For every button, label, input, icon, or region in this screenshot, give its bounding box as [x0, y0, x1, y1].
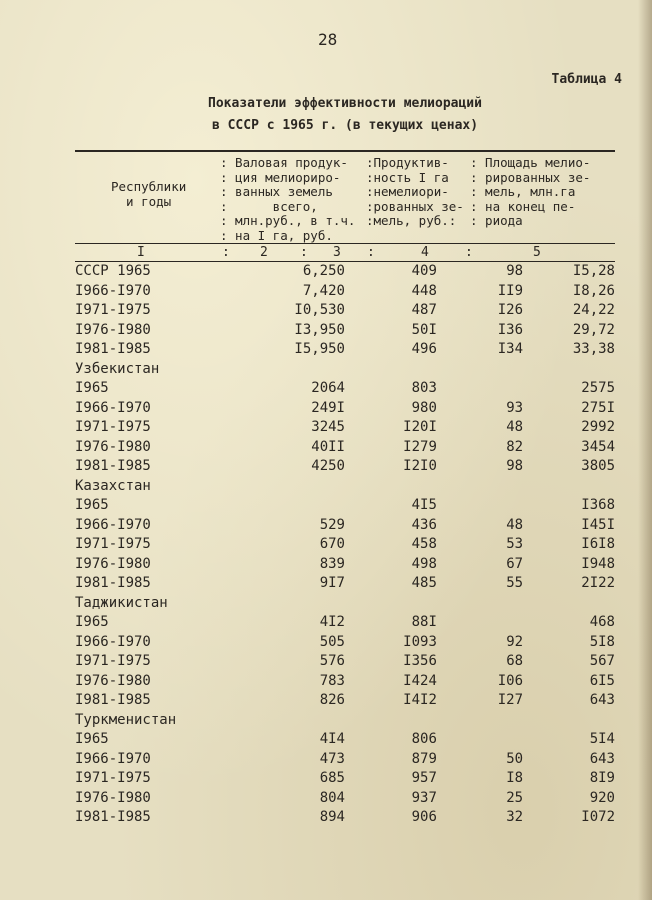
per-hectare-value: 937 — [411, 789, 437, 806]
table-row — [75, 555, 615, 575]
area-value: 5I4 — [589, 731, 615, 747]
republic-name: Туркменистан — [75, 711, 177, 728]
per-hectare-value: I2I0 — [403, 458, 437, 474]
gross-output-value: 783 — [319, 672, 345, 689]
productivity-value: 67 — [506, 555, 524, 572]
table-row — [75, 789, 615, 809]
gross-output-value: 6,250 — [302, 263, 345, 279]
table-row — [75, 301, 615, 321]
table-label: Таблица 4 — [551, 72, 622, 87]
table-row — [75, 750, 615, 770]
column-number-row: I : 2 : 3 : 4 : 5 — [137, 245, 541, 260]
per-hectare-value: I20I — [403, 419, 437, 435]
productivity-value: 48 — [506, 516, 524, 533]
productivity-value: I27 — [497, 692, 524, 708]
productivity-value: 98 — [506, 263, 524, 279]
table-row — [75, 613, 615, 633]
productivity-value: 55 — [506, 575, 524, 591]
table-row — [75, 691, 615, 711]
table-row — [75, 769, 615, 789]
row-label: I971-I975 — [75, 536, 151, 552]
area-value: 468 — [589, 614, 615, 630]
productivity-value: 93 — [506, 399, 524, 416]
gross-output-value: 576 — [319, 653, 345, 669]
per-hectare-value: 498 — [411, 555, 437, 572]
area-value: I5,28 — [572, 263, 615, 279]
column-number: I — [137, 245, 145, 260]
productivity-value: 53 — [506, 536, 524, 552]
table-row — [75, 321, 615, 341]
per-hectare-value: 88I — [411, 614, 437, 630]
table-row — [75, 652, 615, 672]
area-value: 5I8 — [589, 633, 615, 650]
productivity-value: 68 — [506, 653, 524, 669]
column-number: 3 — [333, 245, 341, 260]
row-label: I966-I970 — [75, 282, 151, 299]
productivity-value: 98 — [506, 458, 524, 474]
gross-output-value — [236, 496, 345, 516]
per-hectare-value: I356 — [403, 653, 437, 669]
row-label: I966-I970 — [75, 633, 151, 650]
productivity-value: I8 — [506, 770, 524, 786]
gross-output-value: 804 — [319, 789, 345, 806]
area-value: 2575 — [581, 380, 615, 396]
per-hectare-value: 436 — [411, 516, 437, 533]
productivity-value: I34 — [497, 341, 524, 357]
table-row — [75, 516, 615, 536]
per-hectare-value: I424 — [403, 672, 437, 689]
table-row — [75, 262, 615, 282]
area-value: 3805 — [581, 458, 615, 474]
area-value: 33,38 — [572, 341, 615, 357]
productivity-value: 82 — [506, 438, 524, 455]
gross-output-value: I0,530 — [294, 302, 345, 318]
page-number: 28 — [318, 30, 338, 49]
per-hectare-value: 980 — [411, 399, 437, 416]
per-hectare-value: 487 — [411, 302, 437, 318]
row-label: I976-I980 — [75, 672, 151, 689]
table-row — [75, 340, 615, 360]
table-title-line-2: в СССР с 1965 г. (в текущих ценах) — [211, 118, 479, 133]
gross-output-value: 9I7 — [319, 575, 345, 591]
area-value: I45I — [581, 516, 615, 533]
area-value: 2992 — [581, 419, 615, 435]
productivity-value — [437, 379, 523, 399]
gross-output-value: 685 — [319, 770, 345, 786]
area-value: 24,22 — [572, 302, 615, 318]
row-label: I971-I975 — [75, 770, 151, 786]
productivity-value — [437, 730, 523, 750]
table-row — [75, 808, 615, 828]
data-table — [75, 262, 615, 828]
per-hectare-value: 957 — [411, 770, 437, 786]
page-spine-shadow — [638, 0, 652, 900]
productivity-value: 50 — [506, 750, 524, 767]
per-hectare-value: I279 — [403, 438, 437, 455]
table-row — [75, 633, 615, 653]
table-row — [75, 574, 615, 594]
per-hectare-value: 803 — [411, 380, 437, 396]
row-label: I971-I975 — [75, 653, 151, 669]
per-hectare-value: 806 — [411, 731, 437, 747]
group-header-row — [75, 594, 615, 614]
area-value: 643 — [589, 750, 615, 767]
table-row — [75, 399, 615, 419]
productivity-value — [437, 496, 523, 516]
table-top-rule — [75, 150, 615, 152]
productivity-value: 92 — [506, 633, 524, 650]
group-header-row — [75, 477, 615, 497]
row-label: I965 — [75, 731, 109, 747]
table-row — [75, 418, 615, 438]
productivity-value: II9 — [497, 282, 524, 299]
per-hectare-value: 4I5 — [411, 497, 437, 513]
productivity-value: I06 — [497, 672, 524, 689]
area-value: 29,72 — [572, 321, 615, 338]
row-label: I965 — [75, 614, 109, 630]
republic-name: Узбекистан — [75, 360, 160, 377]
row-label: I965 — [75, 380, 109, 396]
row-label: I971-I975 — [75, 419, 151, 435]
gross-output-value: 894 — [319, 809, 345, 825]
gross-output-value: 839 — [319, 555, 345, 572]
table-row — [75, 730, 615, 750]
gross-output-value: I5,950 — [294, 341, 345, 357]
area-value: I6I8 — [581, 536, 615, 552]
gross-output-value: 249I — [311, 399, 345, 416]
header-productivity: :Продуктив- :ность I га :немелиори- :рованных зе- :мель, руб.: — [366, 155, 464, 228]
area-value: I368 — [581, 497, 615, 513]
productivity-value: I26 — [497, 302, 524, 318]
gross-output-value: 4I4 — [319, 731, 345, 747]
table-row — [75, 457, 615, 477]
row-label: I981-I985 — [75, 809, 151, 825]
table-title-line-1: Показатели эффективности мелиораций — [208, 96, 482, 111]
area-value: 567 — [589, 653, 615, 669]
per-hectare-value: 485 — [411, 575, 437, 591]
gross-output-value: 670 — [319, 536, 345, 552]
row-label: I981-I985 — [75, 458, 151, 474]
area-value: 920 — [589, 789, 615, 806]
gross-output-value: 7,420 — [302, 282, 345, 299]
header-gross-output: : Валовая продук- : ция мелиориро- : ванных земель : всего, : млн.руб., в т.ч. : на I га, руб. — [220, 155, 356, 243]
gross-output-value: 529 — [319, 516, 345, 533]
per-hectare-value: 448 — [411, 282, 437, 299]
per-hectare-value: I093 — [403, 633, 437, 650]
column-number: 2 — [260, 245, 268, 260]
header-republics-years: Республики и годы — [111, 179, 187, 209]
row-label: I981-I985 — [75, 692, 151, 708]
row-label: I976-I980 — [75, 321, 151, 338]
republic-name: Таджикистан — [75, 594, 168, 611]
group-header-row — [75, 711, 615, 731]
row-label: I966-I970 — [75, 516, 151, 533]
row-label: I976-I980 — [75, 438, 151, 455]
table-title — [150, 93, 540, 137]
gross-output-value: 473 — [319, 750, 345, 767]
row-label: I976-I980 — [75, 789, 151, 806]
table-row — [75, 438, 615, 458]
per-hectare-value: 458 — [411, 536, 437, 552]
column-number: 4 — [421, 245, 429, 260]
row-label: I981-I985 — [75, 575, 151, 591]
per-hectare-value: 409 — [411, 263, 437, 279]
per-hectare-value: 50I — [411, 321, 437, 338]
area-value: I8,26 — [572, 282, 615, 299]
per-hectare-value: 496 — [411, 341, 437, 357]
row-label: СССР 1965 — [75, 263, 151, 279]
area-value: 275I — [581, 399, 615, 416]
data-table-body — [75, 262, 615, 828]
table-row — [75, 672, 615, 692]
productivity-value: 48 — [506, 419, 524, 435]
gross-output-value: I3,950 — [294, 321, 345, 338]
area-value: 643 — [589, 692, 615, 708]
gross-output-value: 505 — [319, 633, 345, 650]
column-number: 5 — [533, 245, 541, 260]
per-hectare-value: 906 — [411, 809, 437, 825]
gross-output-value: 40II — [311, 438, 345, 455]
productivity-value — [437, 613, 523, 633]
gross-output-value: 4250 — [311, 458, 345, 474]
gross-output-value: 2064 — [311, 380, 345, 396]
area-value: 3454 — [581, 438, 615, 455]
per-hectare-value: 879 — [411, 750, 437, 767]
table-row — [75, 282, 615, 302]
area-value: 6I5 — [589, 672, 615, 689]
area-value: 8I9 — [589, 770, 615, 786]
productivity-value: 25 — [506, 789, 524, 806]
productivity-value: 32 — [506, 809, 524, 825]
header-rule — [75, 243, 615, 244]
gross-output-value: 826 — [319, 692, 345, 708]
row-label: I966-I970 — [75, 399, 151, 416]
area-value: I072 — [581, 809, 615, 825]
row-label: I976-I980 — [75, 555, 151, 572]
area-value: I948 — [581, 555, 615, 572]
row-label: I981-I985 — [75, 341, 151, 357]
area-value: 2I22 — [581, 575, 615, 591]
header-reclaimed-area: : Площадь мелио- : рированных зе- : мель, млн.га : на конец пе- : риода — [470, 155, 591, 228]
group-header-row — [75, 360, 615, 380]
row-label: I966-I970 — [75, 750, 151, 767]
republic-name: Казахстан — [75, 477, 151, 494]
table-row — [75, 379, 615, 399]
row-label: I965 — [75, 497, 109, 513]
productivity-value: I36 — [497, 321, 524, 338]
row-label: I971-I975 — [75, 302, 151, 318]
gross-output-value: 4I2 — [319, 614, 345, 630]
table-row — [75, 496, 615, 516]
gross-output-value: 3245 — [311, 419, 345, 435]
table-row — [75, 535, 615, 555]
per-hectare-value: I4I2 — [403, 692, 437, 708]
